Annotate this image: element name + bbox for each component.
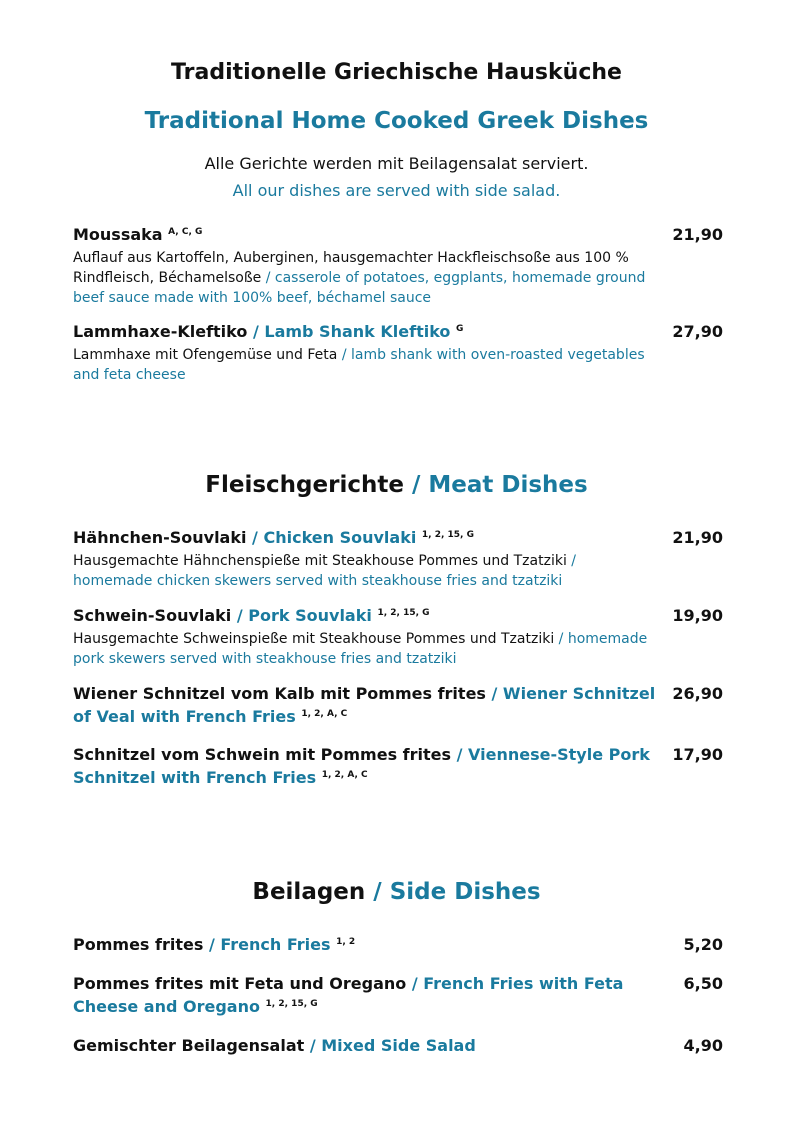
item-name-de: Hähnchen-Souvlaki — [73, 528, 247, 547]
menu-item-chicken-souvlaki — [73, 526, 723, 591]
item-desc-de: Hausgemachte Hähnchenspieße mit Steakhouse Pommes und Tzatziki — [73, 553, 567, 569]
menu-item-moussaka — [73, 223, 723, 308]
allergen-codes: 1, 2, 15, G — [421, 530, 474, 540]
section-title-meat — [0, 472, 793, 498]
item-name-en: / Mixed Side Salad — [309, 1036, 476, 1055]
section-title-sides-en: / Side Dishes — [373, 879, 541, 905]
side-salad-note-de: Alle Gerichte werden mit Beilagensalat serviert. — [204, 154, 589, 173]
menu-item-side-salad — [73, 1034, 723, 1057]
allergen-codes: 1, 2, 15, G — [377, 608, 430, 618]
side-salad-note-en: All our dishes are served with side salad. — [232, 181, 561, 200]
menu-item-lammhaxe — [73, 320, 723, 385]
item-desc-de: Lammhaxe mit Ofengemüse und Feta — [73, 347, 338, 363]
item-name-en: / Lamb Shank Kleftiko — [252, 322, 451, 341]
item-name-de: Schnitzel vom Schwein mit Pommes frites — [73, 745, 452, 764]
item-name-en: / Wiener Schnitzel of Veal with French Fries — [73, 684, 656, 726]
allergen-codes: 1, 2, A, C — [301, 709, 348, 719]
allergen-codes: 1, 2, 15, G — [265, 999, 318, 1009]
item-price: 27,90 — [672, 322, 723, 341]
item-desc-de: Hausgemachte Schweinspieße mit Steakhouse Pommes und Tzatziki — [73, 631, 555, 647]
item-name-en: / French Fries with Feta Cheese and Oregano — [73, 974, 624, 1016]
item-name-de: Moussaka — [73, 225, 163, 244]
item-name-en: / Chicken Souvlaki — [252, 528, 417, 547]
menu-item-fries-feta — [73, 972, 723, 1018]
item-name-de: Pommes frites mit Feta und Oregano — [73, 974, 407, 993]
item-price: 4,90 — [683, 1036, 723, 1055]
allergen-codes: A, C, G — [168, 227, 203, 237]
item-price: 19,90 — [672, 606, 723, 625]
item-desc-en: / homemade pork skewers served with steakhouse fries and tzatziki — [73, 631, 648, 667]
allergen-codes: 1, 2 — [336, 937, 356, 947]
menu-item-wiener-schnitzel — [73, 682, 723, 728]
item-name-de: Gemischter Beilagensalat — [73, 1036, 305, 1055]
section-title-greek-en: Traditional Home Cooked Greek Dishes — [144, 108, 649, 134]
section-title-meat-de: Fleischgerichte — [205, 472, 404, 498]
item-desc-en: / homemade chicken skewers served with steakhouse fries and tzatziki — [73, 553, 576, 589]
item-desc-de: Auflauf aus Kartoffeln, Auberginen, hausgemachter Hackfleischsoße aus 100 % Rindfleisch, Béchamelsoße — [73, 250, 629, 286]
item-name-en: / Viennese-Style Pork Schnitzel with French Fries — [73, 745, 650, 787]
item-price: 6,50 — [683, 974, 723, 993]
section-title-sides-de: Beilagen — [252, 879, 366, 905]
allergen-codes: G — [455, 324, 464, 334]
section-title-meat-en: / Meat Dishes — [411, 472, 588, 498]
item-price: 17,90 — [672, 745, 723, 764]
item-name-de: Wiener Schnitzel vom Kalb mit Pommes frites — [73, 684, 486, 703]
item-desc-en: / lamb shank with oven-roasted vegetables and feta cheese — [73, 347, 645, 383]
menu-item-fries — [73, 933, 723, 956]
section-title-sides — [0, 879, 793, 905]
item-name-de: Lammhaxe-Kleftiko — [73, 322, 248, 341]
menu-item-pork-souvlaki — [73, 604, 723, 669]
item-price: 21,90 — [672, 225, 723, 244]
item-price: 26,90 — [672, 684, 723, 703]
item-desc-en: / casserole of potatoes, eggplants, homemade ground beef sauce made with 100% beef, béchamel sauce — [73, 270, 646, 306]
section-title-greek-de: Traditionelle Griechische Hausküche — [171, 60, 622, 85]
item-name-en: / French Fries — [208, 935, 331, 954]
menu-item-pork-schnitzel — [73, 743, 723, 789]
item-name-de: Schwein-Souvlaki — [73, 606, 232, 625]
allergen-codes: 1, 2, A, C — [321, 770, 368, 780]
item-name-de: Pommes frites — [73, 935, 204, 954]
item-price: 21,90 — [672, 528, 723, 547]
item-price: 5,20 — [683, 935, 723, 954]
item-name-en: / Pork Souvlaki — [236, 606, 372, 625]
